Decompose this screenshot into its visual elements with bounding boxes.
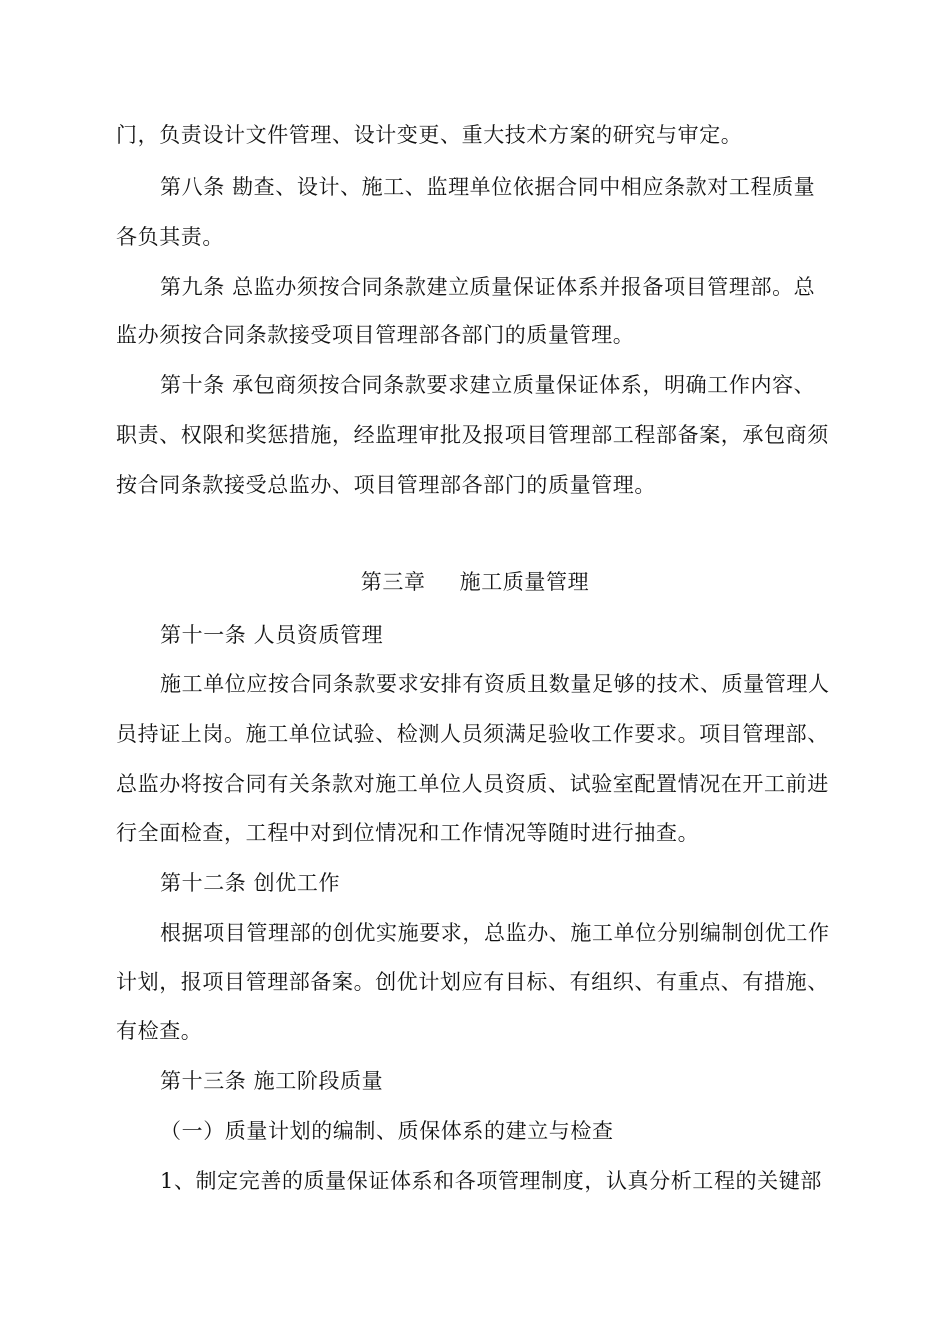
chapter-title: 施工质量管理 [459,570,590,594]
text-line: 计划，报项目管理部备案。创优计划应有目标、有组织、有重点、有措施、 [116,970,829,994]
article-10-heading-line: 第十条 承包商须按合同条款要求建立质量保证体系，明确工作内容、 [160,373,816,397]
text-line: 员持证上岗。施工单位试验、检测人员须满足验收工作要求。项目管理部、 [116,722,829,746]
text-line: 门，负责设计文件管理、设计变更、重大技术方案的研究与审定。 [116,123,743,147]
text-line: 行全面检查，工程中对到位情况和工作情况等随时进行抽查。 [116,821,700,845]
text-line: 职责、权限和奖惩措施，经监理审批及报项目管理部工程部备案，承包商须 [116,423,829,447]
text-line: 有检查。 [116,1019,203,1043]
article-9-heading-line: 第九条 总监办须按合同条款建立质量保证体系并报备项目管理部。总 [160,275,816,299]
text-line: 根据项目管理部的创优实施要求，总监办、施工单位分别编制创优工作 [160,921,830,945]
text-line: 1、制定完善的质量保证体系和各项管理制度，认真分析工程的关键部 [160,1169,822,1193]
text-line: 按合同条款接受总监办、项目管理部各部门的质量管理。 [116,473,656,497]
article-8-heading-line: 第八条 勘查、设计、施工、监理单位依据合同中相应条款对工程质量 [160,175,816,199]
article-12-heading: 第十二条 创优工作 [160,871,341,895]
chapter-heading [0,567,950,597]
article-11-heading: 第十一条 人员资质管理 [160,623,384,647]
text-line: 监办须按合同条款接受项目管理部各部门的质量管理。 [116,323,635,347]
text-line: 施工单位应按合同条款要求安排有资质且数量足够的技术、质量管理人 [160,672,830,696]
text-line: 总监办将按合同有关条款对施工单位人员资质、试验室配置情况在开工前进 [116,772,829,796]
section-1-heading: （一）质量计划的编制、质保体系的建立与检查 [160,1119,614,1143]
text-line: 各负其责。 [116,225,224,249]
chapter-number: 第三章 [360,570,426,594]
article-13-heading: 第十三条 施工阶段质量 [160,1069,384,1093]
